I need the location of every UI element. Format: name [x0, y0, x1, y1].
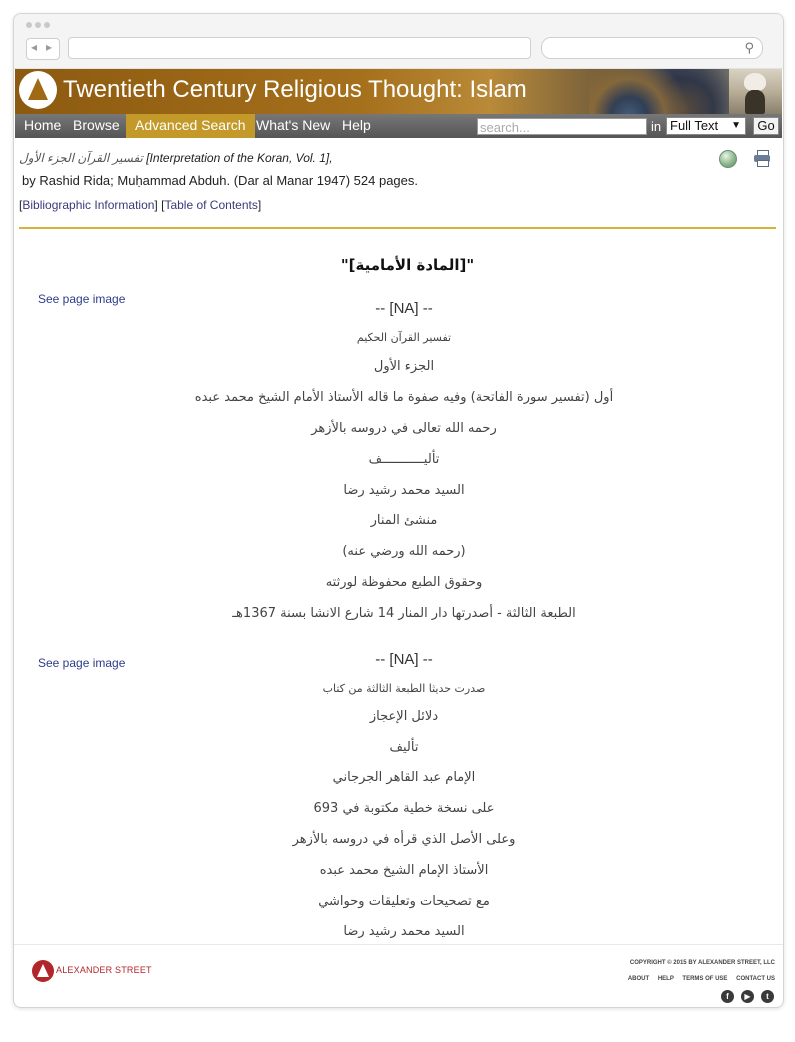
record-arabic-title: تفسير القرآن الجزء الأول	[19, 151, 143, 165]
text-line: منشئ المنار	[370, 513, 438, 528]
document-section-title: "[المادة الأمامية]"	[340, 256, 475, 274]
record-links: [Bibliographic Information] [Table of Contents]	[19, 198, 262, 212]
window-dot	[26, 22, 32, 28]
record-english-title: [Interpretation of the Koran, Vol. 1],	[142, 151, 333, 165]
text-line: الأستاذ الإمام الشيخ محمد عبده	[319, 863, 489, 878]
footer-divider	[14, 944, 783, 945]
search-scope-select[interactable]	[666, 117, 746, 135]
alexander-street-logo-icon[interactable]	[19, 71, 57, 109]
text-line: تأليف	[389, 740, 419, 755]
menu-browse[interactable]: Browse	[73, 117, 120, 133]
record-title	[19, 151, 333, 165]
section-divider	[19, 227, 776, 229]
footer-brand-name: ALEXANDER STREET	[56, 965, 152, 975]
chevron-down-icon: ▼	[731, 120, 741, 131]
text-line: (رحمه الله ورضي عنه)	[342, 544, 466, 559]
go-button[interactable]: Go	[753, 117, 779, 135]
text-line: الطبعة الثالثة - أصدرتها دار المنار 14 شارع الانشا بسنة 1367هـ	[232, 606, 576, 621]
see-page-image-link[interactable]: See page image	[38, 292, 126, 306]
see-page-image-link[interactable]: See page image	[38, 656, 126, 670]
site-title: Twentieth Century Religious Thought: Islam	[63, 76, 527, 103]
browser-search-field[interactable]	[541, 37, 763, 59]
alexander-street-mark-icon	[32, 960, 54, 982]
site-banner	[15, 69, 782, 114]
text-line: رحمه الله تعالى في دروسه بالأزهر	[311, 421, 497, 436]
footer-link-help[interactable]: HELP	[657, 976, 674, 982]
menu-home[interactable]: Home	[24, 117, 62, 133]
text-line: الإمام عبد القاهر الجرجاني	[332, 770, 476, 785]
page-marker: -- [NA] --	[375, 651, 433, 668]
menu-whats-new[interactable]: What's New	[256, 117, 331, 133]
bibliographic-information-link[interactable]: Bibliographic Information	[22, 198, 155, 212]
search-in-label: in	[651, 119, 662, 134]
page-marker: -- [NA] --	[375, 300, 433, 317]
menu-help[interactable]: Help	[342, 117, 371, 133]
footer-link-about[interactable]: ABOUT	[627, 976, 650, 982]
text-line: دلائل الإعجاز	[369, 709, 439, 724]
back-arrow-icon[interactable]: ◂	[31, 40, 38, 54]
globe-icon[interactable]	[719, 150, 737, 168]
text-line: تفسير القرآن الحكيم	[356, 331, 452, 344]
forward-arrow-icon[interactable]: ▸	[46, 40, 53, 54]
text-line: صدرت حديثا الطبعة الثالثة من كتاب	[322, 682, 486, 695]
table-of-contents-link[interactable]: Table of Contents	[164, 198, 258, 212]
text-line: السيد محمد رشيد رضا	[343, 924, 465, 939]
facebook-icon[interactable]: f	[721, 990, 734, 1003]
address-bar[interactable]	[68, 37, 531, 59]
text-line: السيد محمد رشيد رضا	[343, 483, 465, 498]
search-icon: ⚲	[744, 40, 754, 55]
text-line: مع تصحيحات وتعليقات وحواشي	[318, 894, 490, 909]
main-menu	[15, 114, 782, 138]
browser-window	[13, 13, 784, 1008]
twitter-icon[interactable]: t	[761, 990, 774, 1003]
copyright-notice: COPYRIGHT © 2015 BY ALEXANDER STREET, LLC	[629, 960, 775, 966]
footer-link-contact[interactable]: CONTACT US	[736, 976, 775, 982]
text-line: أول (تفسير سورة الفاتحة) وفيه صفوة ما قاله الأستاذ الأمام الشيخ محمد عبده	[194, 390, 614, 405]
portrait-image	[729, 69, 782, 114]
browser-chrome	[14, 14, 783, 69]
window-dot	[35, 22, 41, 28]
text-line: الجزء الأول	[373, 359, 435, 374]
footer-links	[621, 976, 775, 982]
youtube-icon[interactable]: ▶	[741, 990, 754, 1003]
text-line: تأليـــــــــــف	[368, 452, 440, 467]
search-scope-value: Full Text	[670, 118, 719, 133]
text-line: على نسخة خطية مكتوبة في 693	[313, 801, 495, 816]
window-dot	[44, 22, 50, 28]
text-line: وعلى الأصل الذي قرأه في دروسه بالأزهر	[292, 832, 516, 847]
footer-link-terms[interactable]: TERMS OF USE	[682, 976, 728, 982]
back-forward-buttons[interactable]	[26, 38, 60, 60]
menu-advanced-search[interactable]: Advanced Search	[126, 114, 255, 138]
site-search-input[interactable]: search...	[477, 118, 647, 135]
mosque-dome-image	[589, 69, 729, 114]
print-icon[interactable]	[754, 150, 770, 166]
record-byline: by Rashid Rida; Muḥammad Abduh. (Dar al Manar 1947) 524 pages.	[22, 173, 418, 188]
text-line: وحقوق الطبع محفوظة لورثته	[325, 575, 483, 590]
